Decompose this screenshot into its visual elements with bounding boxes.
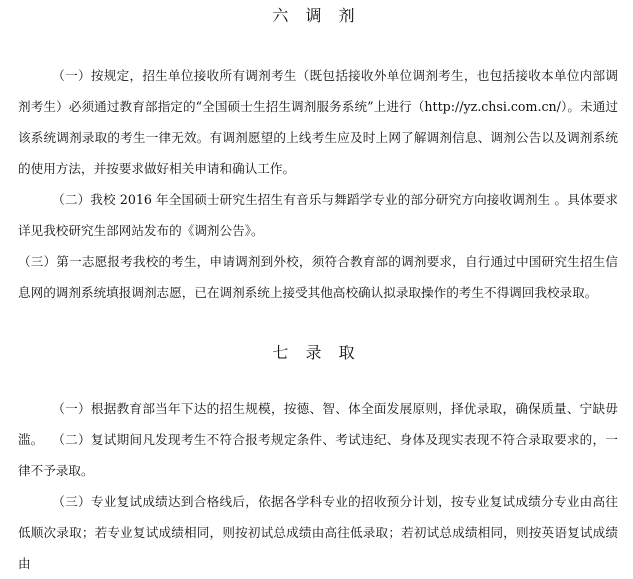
paragraph-text: （三）第一志愿报考我校的考生，申请调剂到外校，须符合教育部的调剂要求，自行通过中国研究生招生信息网的调剂系统填报调剂志愿，已在调剂系统上接受其他高校确认拟录取操作的考生不得调回我校录取。 xyxy=(18,254,618,300)
paragraph-adjustment-1 xyxy=(18,60,618,184)
paragraph-admission-3 xyxy=(18,486,618,579)
paragraph-adjustment-3 xyxy=(18,246,618,308)
paragraph-text: （一）按规定，招生单位接收所有调剂考生（既包括接收外单位调剂考生，也包括接收本单位内部调剂考生）必须通过教育部指定的“全国硕士生招生调剂服务系统”上进行（http://yz.chsi.com.cn/）。未通过该系统调剂录取的考生一律无效。有调剂愿望的上线考生应及时上网了解调剂信息、调剂公告以及调剂系统的使用方法，并按要求做好相关申请和确认工作。 xyxy=(18,68,618,176)
paragraph-adjustment-2 xyxy=(18,184,618,246)
section-heading-admission: 七 录 取 xyxy=(272,343,361,362)
paragraph-text: （三）专业复试成绩达到合格线后，依据各学科专业的招收预分计划，按专业复试成绩分专业由高往低顺次录取；若专业复试成绩相同，则按初试总成绩由高往低录取；若初试总成绩相同，则按英语复试成绩由 xyxy=(18,494,618,571)
paragraph-text: （一）根据教育部当年下达的招生规模，按德、智、体全面发展原则，择优录取，确保质量、宁缺毋滥。 xyxy=(18,401,618,447)
section-heading-adjustment: 六 调 剂 xyxy=(272,6,361,25)
paragraph-admission-2 xyxy=(18,424,618,486)
paragraph-text: （二）我校 2016 年全国硕士研究生招生有音乐与舞蹈学专业的部分研究方向接收调剂生 。具体要求详见我校研究生部网站发布的《调剂公告》。 xyxy=(18,192,618,238)
paragraph-text: （二）复试期间凡发现考生不符合报考规定条件、考试违纪、身体及现实表现不符合录取要求的，一律不予录取。 xyxy=(18,432,618,478)
